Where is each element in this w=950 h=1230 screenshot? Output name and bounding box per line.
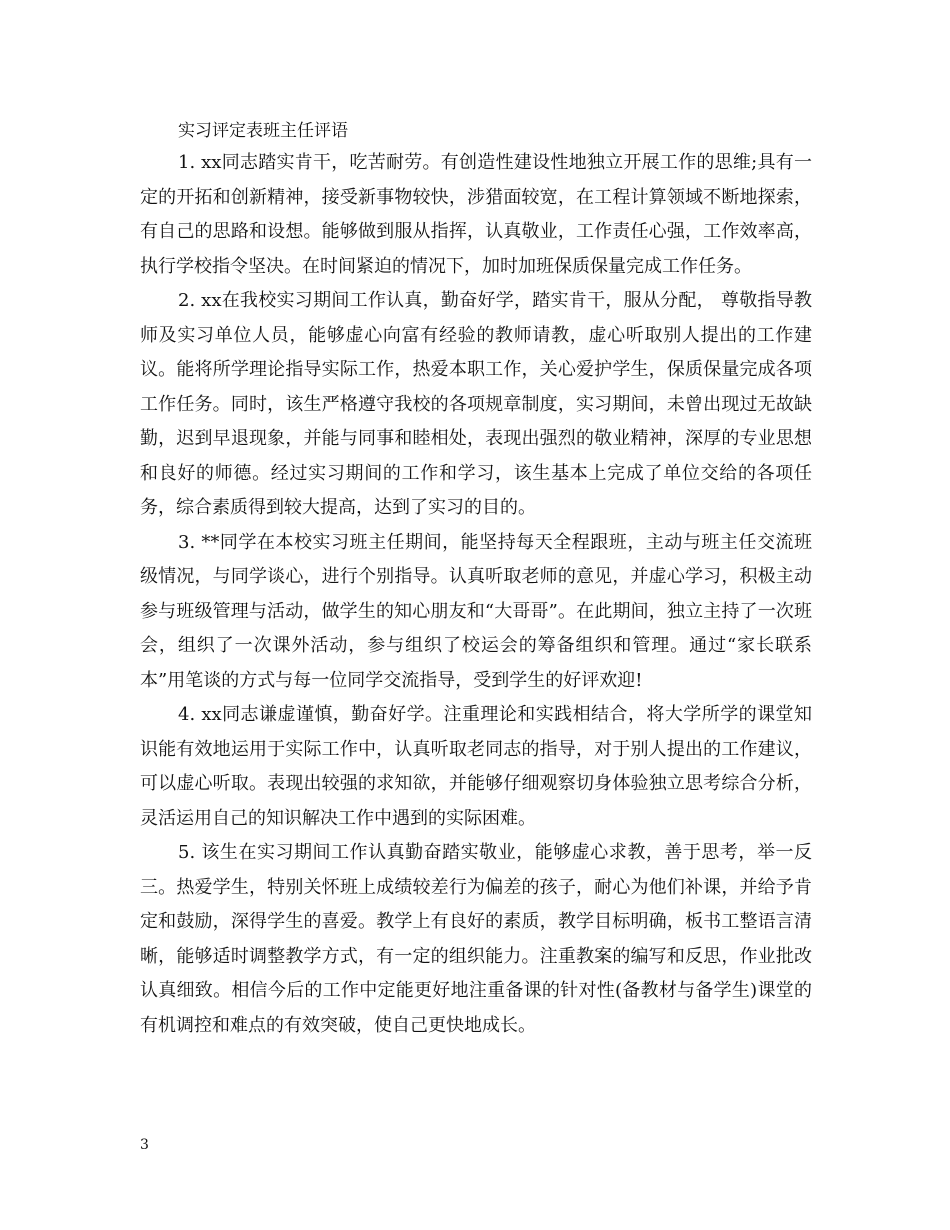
- document-body: [140, 116, 812, 1043]
- comment-paragraph-1: 1. xx同志踏实肯干，吃苦耐劳。有创造性建设性地独立开展工作的思维;具有一定的开拓和创新精神，接受新事物较快，涉猎面较宽，在工程计算领域不断地探索，有自己的思路和设想。能够做到服从指挥，认真敬业，工作责任心强，工作效率高，执行学校指令坚决。在时间紧迫的情况下，加时加班保质保量完成工作任务。: [140, 152, 812, 277]
- comment-paragraph-5: 5. 该生在实习期间工作认真勤奋踏实敬业，能够虚心求教，善于思考，举一反三。热爱学生，特别关怀班上成绩较差行为偏差的孩子，耐心为他们补课，并给予肯定和鼓励，深得学生的喜爱。教学上有良好的素质，教学目标明确，板书工整语言清晰，能够适时调整教学方式，有一定的组织能力。注重教案的编写和反思，作业批改认真细致。相信今后的工作中定能更好地注重备课的针对性(备教材与备学生)课堂的有机调控和难点的有效突破，使自己更快地成长。: [140, 842, 812, 1036]
- comment-paragraph-4: 4. xx同志谦虚谨慎，勤奋好学。注重理论和实践相结合，将大学所学的课堂知识能有效地运用于实际工作中，认真听取老同志的指导，对于别人提出的工作建议，可以虚心听取。表现出较强的求知欲，并能够仔细观察切身体验独立思考综合分析，灵活运用自己的知识解决工作中遇到的实际困难。: [140, 704, 812, 829]
- document-title: 实习评定表班主任评语: [178, 121, 348, 141]
- comment-paragraph-2: 2. xx在我校实习期间工作认真，勤奋好学，踏实肯干，服从分配， 尊敬指导教师及实习单位人员，能够虚心向富有经验的教师请教，虚心听取别人提出的工作建议。能将所学理论指导实际工作，热爱本职工作，关心爱护学生，保质保量完成各项工作任务。同时，该生严格遵守我校的各项规章制度，实习期间，未曾出现过无故缺勤，迟到早退现象，并能与同事和睦相处，表现出强烈的敬业精神，深厚的专业思想和良好的师德。经过实习期间的工作和学习，该生基本上完成了单位交给的各项任务，综合素质得到较大提高，达到了实习的目的。: [140, 290, 812, 518]
- comment-paragraph-3: 3. **同学在本校实习班主任期间，能坚持每天全程跟班，主动与班主任交流班级情况，与同学谈心，进行个别指导。认真听取老师的意见，并虚心学习，积极主动参与班级管理与活动，做学生的知心朋友和“大哥哥”。在此期间，独立主持了一次班会，组织了一次课外活动，参与组织了校运会的筹备组织和管理。通过“家长联系本”用笔谈的方式与每一位同学交流指导，受到学生的好评欢迎!: [140, 531, 812, 691]
- page-number: 3: [140, 1137, 149, 1153]
